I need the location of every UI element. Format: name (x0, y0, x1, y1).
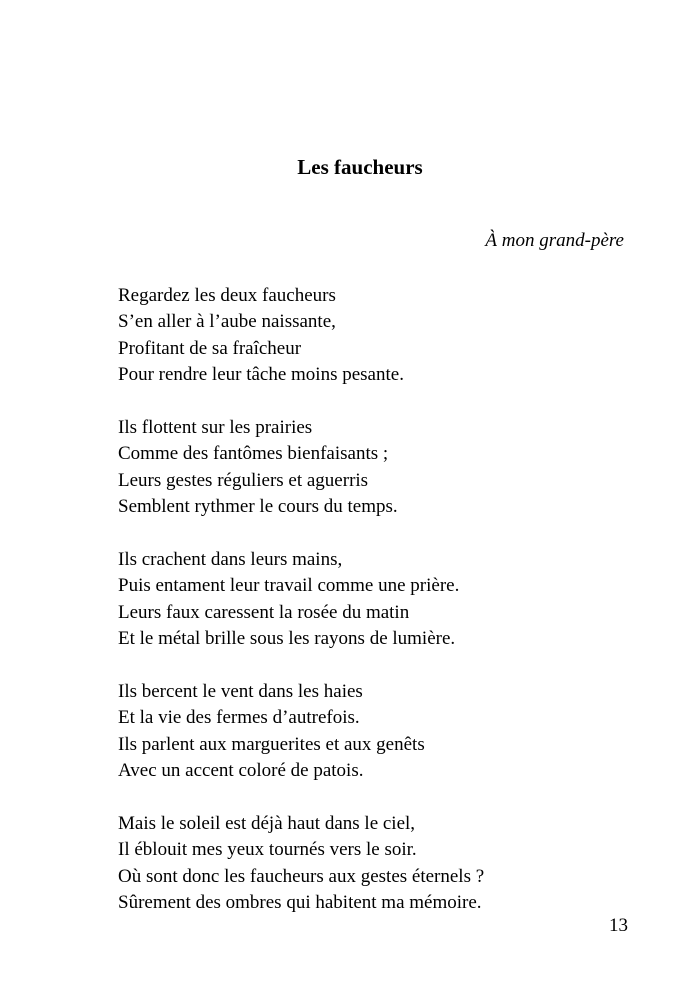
verse-line: Profitant de sa fraîcheur (118, 337, 302, 359)
dedication: À mon grand-père (485, 230, 624, 251)
page-number: 13 (609, 915, 628, 936)
verse-line: Regardez les deux faucheurs (118, 285, 336, 306)
verse-line: Et le métal brille sous les rayons de lumière. (118, 628, 456, 650)
stanza (118, 283, 484, 389)
verse-line: Comme des fantômes bienfaisants ; (118, 443, 389, 465)
verse-line: Leurs gestes réguliers et aguerris (118, 469, 369, 491)
verse-line: Leurs faux caressent la rosée du matin (118, 601, 410, 623)
stanza (118, 415, 484, 521)
verse-line: Où sont donc les faucheurs aux gestes éternels ? (118, 865, 485, 887)
verse-line: Semblent rythmer le cours du temps. (118, 496, 398, 518)
verse-line: Ils crachent dans leurs mains, (118, 549, 343, 571)
verse-line: S’en aller à l’aube naissante, (118, 311, 336, 333)
stanza (118, 679, 484, 785)
verse-line: Avec un accent coloré de patois. (118, 760, 364, 782)
stanza (118, 547, 484, 653)
verse-line: Ils bercent le vent dans les haies (118, 681, 363, 703)
verse-line: Il éblouit mes yeux tournés vers le soir. (118, 839, 417, 861)
verse-line: Puis entament leur travail comme une prière. (118, 575, 460, 597)
verse-line: Ils flottent sur les prairies (118, 417, 313, 439)
verse-line: Pour rendre leur tâche moins pesante. (118, 364, 404, 386)
verse-line: Mais le soleil est déjà haut dans le ciel, (118, 813, 416, 835)
verse-line: Ils parlent aux marguerites et aux genêts (118, 733, 425, 755)
poem-title: Les faucheurs (297, 155, 423, 179)
verse-line: Et la vie des fermes d’autrefois. (118, 707, 360, 729)
stanza (118, 811, 484, 917)
verse-line: Sûrement des ombres qui habitent ma mémoire. (118, 892, 482, 914)
poem-body (118, 283, 484, 943)
